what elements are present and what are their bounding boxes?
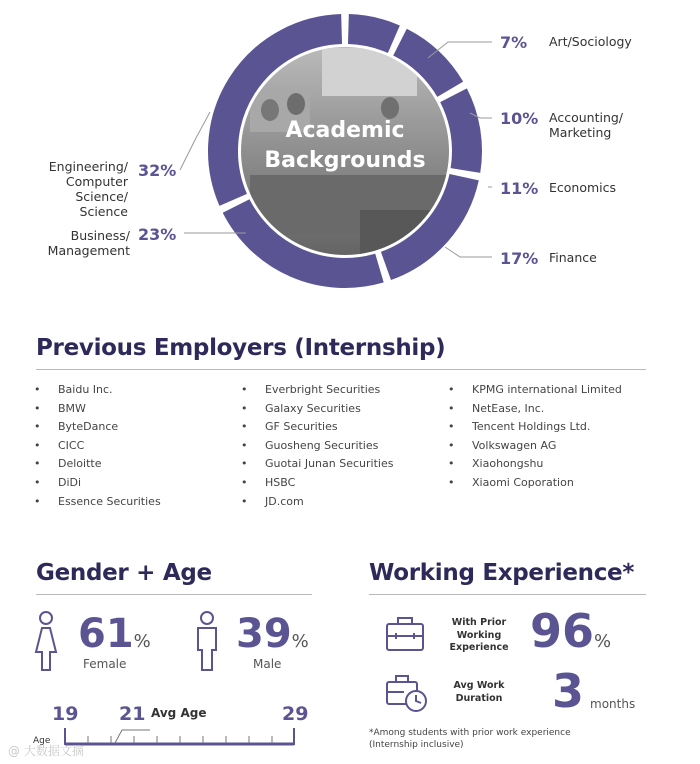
list-item: • Guosheng Securities xyxy=(265,437,393,456)
age-avg: 21 xyxy=(119,703,146,725)
footnote: *Among students with prior work experience (Internship inclusive) xyxy=(369,728,571,750)
list-item: • Volkswagen AG xyxy=(472,437,622,456)
list-item: • Baidu Inc. xyxy=(58,381,161,400)
list-item: • Deloitte xyxy=(58,455,161,474)
briefcase-icon xyxy=(384,612,426,654)
age-max: 29 xyxy=(282,703,309,725)
segment-economics xyxy=(454,95,467,170)
age-min: 19 xyxy=(52,703,79,725)
prior-experience-percent: 96% xyxy=(530,604,612,658)
list-item: • Guotai Junan Securities xyxy=(265,455,393,474)
list-item: • Galaxy Securities xyxy=(265,400,393,419)
employer-list-2 xyxy=(265,381,393,511)
label-engineering: Engineering/ Computer Science/ Science xyxy=(48,159,128,219)
label-business: Business/ Management xyxy=(47,228,130,258)
list-item: • NetEase, Inc. xyxy=(472,400,622,419)
work-divider xyxy=(369,594,646,595)
list-item: • Xiaomi Coporation xyxy=(472,474,622,493)
gender-title: Gender + Age xyxy=(36,560,212,586)
female-icon xyxy=(32,610,60,672)
employers-title: Previous Employers (Internship) xyxy=(36,335,446,361)
employer-list-3 xyxy=(472,381,622,493)
avg-age-label: Avg Age xyxy=(151,706,207,720)
male-icon xyxy=(194,610,220,672)
pct-economics: 11% xyxy=(500,179,539,198)
list-item: • Xiaohongshu xyxy=(472,455,622,474)
prior-experience-label: With Prior Working Experience xyxy=(449,617,509,653)
pct-business: 23% xyxy=(138,225,177,244)
list-item: • Everbright Securities xyxy=(265,381,393,400)
female-percent: 61% xyxy=(78,611,151,657)
briefcase-clock-icon xyxy=(384,670,430,716)
list-item: • ByteDance xyxy=(58,418,161,437)
list-item: • GF Securities xyxy=(265,418,393,437)
label-economics: Economics xyxy=(549,180,617,195)
pct-accounting: 10% xyxy=(500,109,539,128)
label-accounting: Accounting/ Marketing xyxy=(549,110,624,140)
age-axis-label: Age xyxy=(33,736,51,746)
list-item: • HSBC xyxy=(265,474,393,493)
duration-value: 3 xyxy=(552,664,585,718)
duration-label: Avg Work Duration xyxy=(453,680,505,704)
employer-list-1 xyxy=(58,381,161,511)
segment-art xyxy=(348,29,393,39)
label-finance: Finance xyxy=(549,250,597,265)
pct-engineering: 32% xyxy=(138,161,177,180)
male-percent: 39% xyxy=(236,611,309,657)
list-item: • Essence Securities xyxy=(58,493,161,512)
work-title: Working Experience* xyxy=(369,560,635,586)
list-item: • KPMG international Limited xyxy=(472,381,622,400)
label-art: Art/Sociology xyxy=(549,34,632,49)
gender-divider xyxy=(36,594,312,595)
list-item: • CICC xyxy=(58,437,161,456)
list-item: • Tencent Holdings Ltd. xyxy=(472,418,622,437)
pct-art: 7% xyxy=(500,33,528,52)
male-label: Male xyxy=(253,657,282,671)
pct-finance: 17% xyxy=(500,249,539,268)
duration-unit: months xyxy=(590,697,636,711)
employers-divider xyxy=(36,369,646,370)
female-label: Female xyxy=(83,657,127,671)
watermark: @ 大数据文摘 xyxy=(8,744,84,758)
list-item: • DiDi xyxy=(58,474,161,493)
list-item: • BMW xyxy=(58,400,161,419)
academic-title: Academic Backgrounds xyxy=(264,118,426,173)
list-item: • JD.com xyxy=(265,493,393,512)
